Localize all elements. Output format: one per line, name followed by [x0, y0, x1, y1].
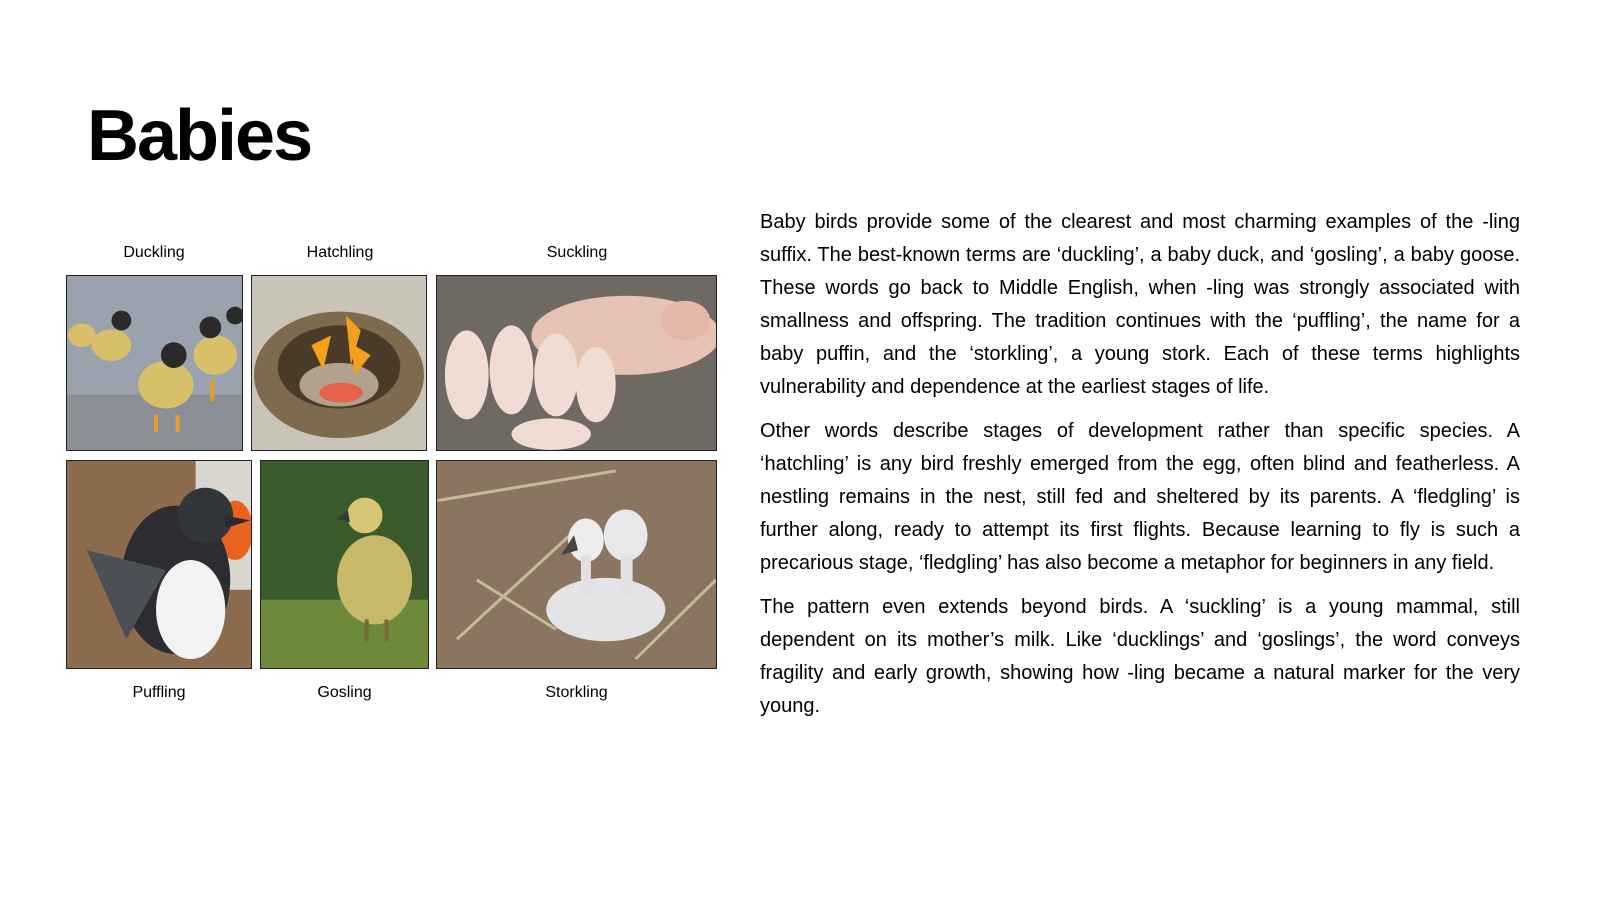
article-body	[760, 206, 1520, 734]
caption-hatchling: Hatchling	[306, 244, 374, 261]
paragraph-development-stages: Other words describe stages of development rather than specific species. A ‘hatchling’ is any bird freshly emerged from the egg, often blind and featherless. A nestling remains in the nest, still fed and sheltered by its parents. A ‘fledgling’ is further along, ready to attempt its first flights. Because learning to fly is such a precarious stage, ‘fledgling’ has also become a metaphor for beginners in any field.	[760, 420, 1520, 574]
caption-puffling: Puffling	[132, 684, 186, 701]
slide-title: Babies	[87, 96, 312, 176]
puffling-photo	[66, 460, 252, 669]
caption-suckling: Suckling	[546, 244, 608, 261]
caption-duckling: Duckling	[123, 244, 185, 261]
paragraph-beyond-birds: The pattern even extends beyond birds. A ‘suckling’ is a young mammal, still dependent on its mother’s milk. Like ‘ducklings’ and ‘goslings’, the word conveys fragility and early growth, showing how -ling became a natural marker for the very young.	[760, 596, 1520, 717]
storkling-photo	[436, 460, 717, 669]
caption-storkling: Storkling	[545, 684, 608, 701]
paragraph-ling-bird-terms: Baby birds provide some of the clearest and most charming examples of the -ling suffix. The best-known terms are ‘duckling’, a baby duck, and ‘gosling’, a baby goose. These words go back to Middle English, when -ling was strongly associated with smallness and offspring. The tradition continues with the ‘puffling’, the name for a baby puffin, and the ‘storkling’, a young stork. Each of these terms highlights vulnerability and dependence at the earliest stages of life.	[760, 211, 1520, 398]
caption-gosling: Gosling	[317, 684, 372, 701]
duckling-photo	[66, 275, 243, 451]
suckling-photo	[436, 275, 717, 451]
gosling-photo	[260, 460, 429, 669]
hatchling-photo	[251, 275, 427, 451]
